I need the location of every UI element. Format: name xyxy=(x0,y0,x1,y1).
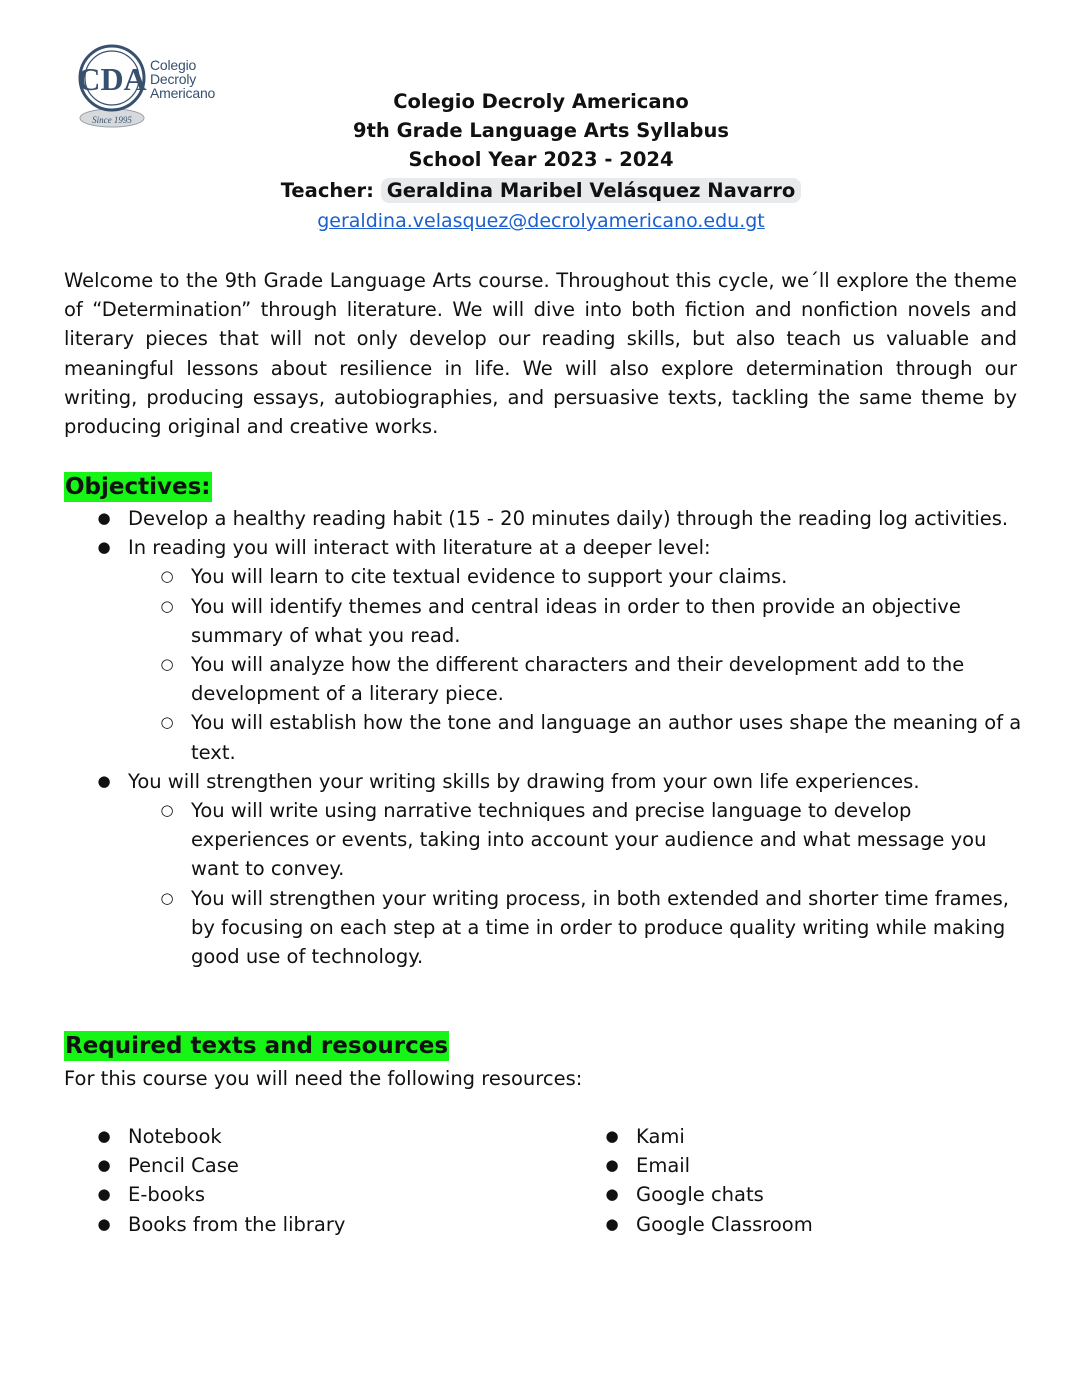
hollow-bullet-icon: ○ xyxy=(160,888,174,907)
bullet-icon: ● xyxy=(605,1156,619,1175)
logo-ribbon-text: Since 1995 xyxy=(92,115,132,125)
bullet-icon: ● xyxy=(97,1156,111,1175)
resource-item xyxy=(572,1210,1032,1239)
objective-subitem xyxy=(64,796,1024,884)
resource-item xyxy=(64,1122,544,1151)
objectives-list xyxy=(64,504,1024,971)
resources-heading: Required texts and resources xyxy=(65,1033,449,1059)
objective-text: Develop a healthy reading habit (15 - 20 minutes daily) through the reading log activities. xyxy=(128,507,1009,530)
bullet-icon: ● xyxy=(97,538,111,557)
hollow-bullet-icon: ○ xyxy=(160,567,174,586)
resources-list-left xyxy=(64,1122,544,1239)
resource-text: Google chats xyxy=(636,1183,764,1207)
teacher-name-chip[interactable]: Geraldina Maribel Velásquez Navarro xyxy=(381,178,802,203)
resource-item xyxy=(64,1210,544,1239)
resources-list-right xyxy=(572,1122,1032,1239)
resource-text: Email xyxy=(636,1154,691,1178)
objective-text: In reading you will interact with literature at a deeper level: xyxy=(128,536,711,560)
resource-item xyxy=(64,1151,544,1180)
resource-item xyxy=(572,1151,1032,1180)
objective-text: You will analyze how the different characters and their development add to the development of a literary piece. xyxy=(191,653,965,706)
objective-text: You will establish how the tone and language an author uses shape the meaning of a text. xyxy=(191,711,1022,764)
resource-text: Google Classroom xyxy=(636,1212,813,1236)
objective-subitem xyxy=(64,592,1024,650)
school-name: Colegio Decroly Americano xyxy=(393,90,689,113)
document-header xyxy=(0,87,1082,205)
objective-item xyxy=(64,533,1024,562)
bullet-icon: ● xyxy=(605,1185,619,1204)
bullet-icon: ● xyxy=(605,1214,619,1233)
logo-line-1: Colegio xyxy=(150,57,197,73)
teacher-label: Teacher: xyxy=(280,179,374,202)
hollow-bullet-icon: ○ xyxy=(160,713,174,732)
resource-text: Notebook xyxy=(128,1125,222,1148)
hollow-bullet-icon: ○ xyxy=(160,801,174,820)
objective-item xyxy=(64,767,1024,796)
teacher-email-link[interactable]: geraldina.velasquez@decrolyamericano.edu.gt xyxy=(317,210,765,232)
school-year: School Year 2023 - 2024 xyxy=(408,148,674,171)
resource-text: Books from the library xyxy=(128,1212,346,1236)
objective-text: You will identify themes and central ideas in order to then provide an objective summary of what you read. xyxy=(191,594,961,647)
bullet-icon: ● xyxy=(97,1127,111,1145)
resource-item xyxy=(572,1122,1032,1151)
logo-line-3: Americano xyxy=(150,85,216,101)
objective-text: You will write using narrative techniques and precise language to develop experiences or events, taking into account your audience and what message you want to convey. xyxy=(191,799,987,881)
bullet-icon: ● xyxy=(605,1127,619,1145)
resources-intro: For this course you will need the following resources: xyxy=(64,1067,583,1090)
teacher-line xyxy=(0,176,1082,205)
objective-subitem xyxy=(64,650,1024,708)
resource-item xyxy=(64,1180,544,1209)
objectives-heading: Objectives: xyxy=(65,474,211,500)
resource-text: E-books xyxy=(128,1183,206,1207)
resource-item xyxy=(572,1180,1032,1209)
bullet-icon: ● xyxy=(97,1214,111,1233)
intro-paragraph: Welcome to the 9th Grade Language Arts course. Throughout this cycle, we´ll explore the theme of “Determination” through literature. We will dive into both fiction and nonfiction novels and literary pieces that will not only develop our reading skills, but also teach us valuable and meaningful lessons about resilience in life. We will also explore determination through our writing, producing essays, autobiographies, and persuasive texts, tackling the same theme by producing original and creative works. xyxy=(64,269,1017,439)
objective-text: You will strengthen your writing skills by drawing from your own life experiences. xyxy=(128,769,920,793)
bullet-icon: ● xyxy=(97,509,111,527)
logo-line-2: Decroly xyxy=(150,71,197,87)
bullet-icon: ● xyxy=(97,771,111,790)
objective-subitem xyxy=(64,708,1024,766)
bullet-icon: ● xyxy=(97,1185,111,1204)
objective-item xyxy=(64,504,1024,533)
hollow-bullet-icon: ○ xyxy=(160,596,174,615)
objective-subitem xyxy=(64,562,1024,591)
hollow-bullet-icon: ○ xyxy=(160,655,174,674)
objective-text: You will strengthen your writing process, in both extended and shorter time frames, by focusing on each step at a time in order to produce quality writing while making good use of technology. xyxy=(191,886,1009,969)
objective-subitem xyxy=(64,884,1024,972)
objective-text: You will learn to cite textual evidence to support your claims. xyxy=(191,565,788,589)
logo-monogram: CDA xyxy=(77,61,147,97)
course-title: 9th Grade Language Arts Syllabus xyxy=(353,119,729,142)
resource-text: Pencil Case xyxy=(128,1154,239,1178)
resource-text: Kami xyxy=(636,1125,685,1148)
